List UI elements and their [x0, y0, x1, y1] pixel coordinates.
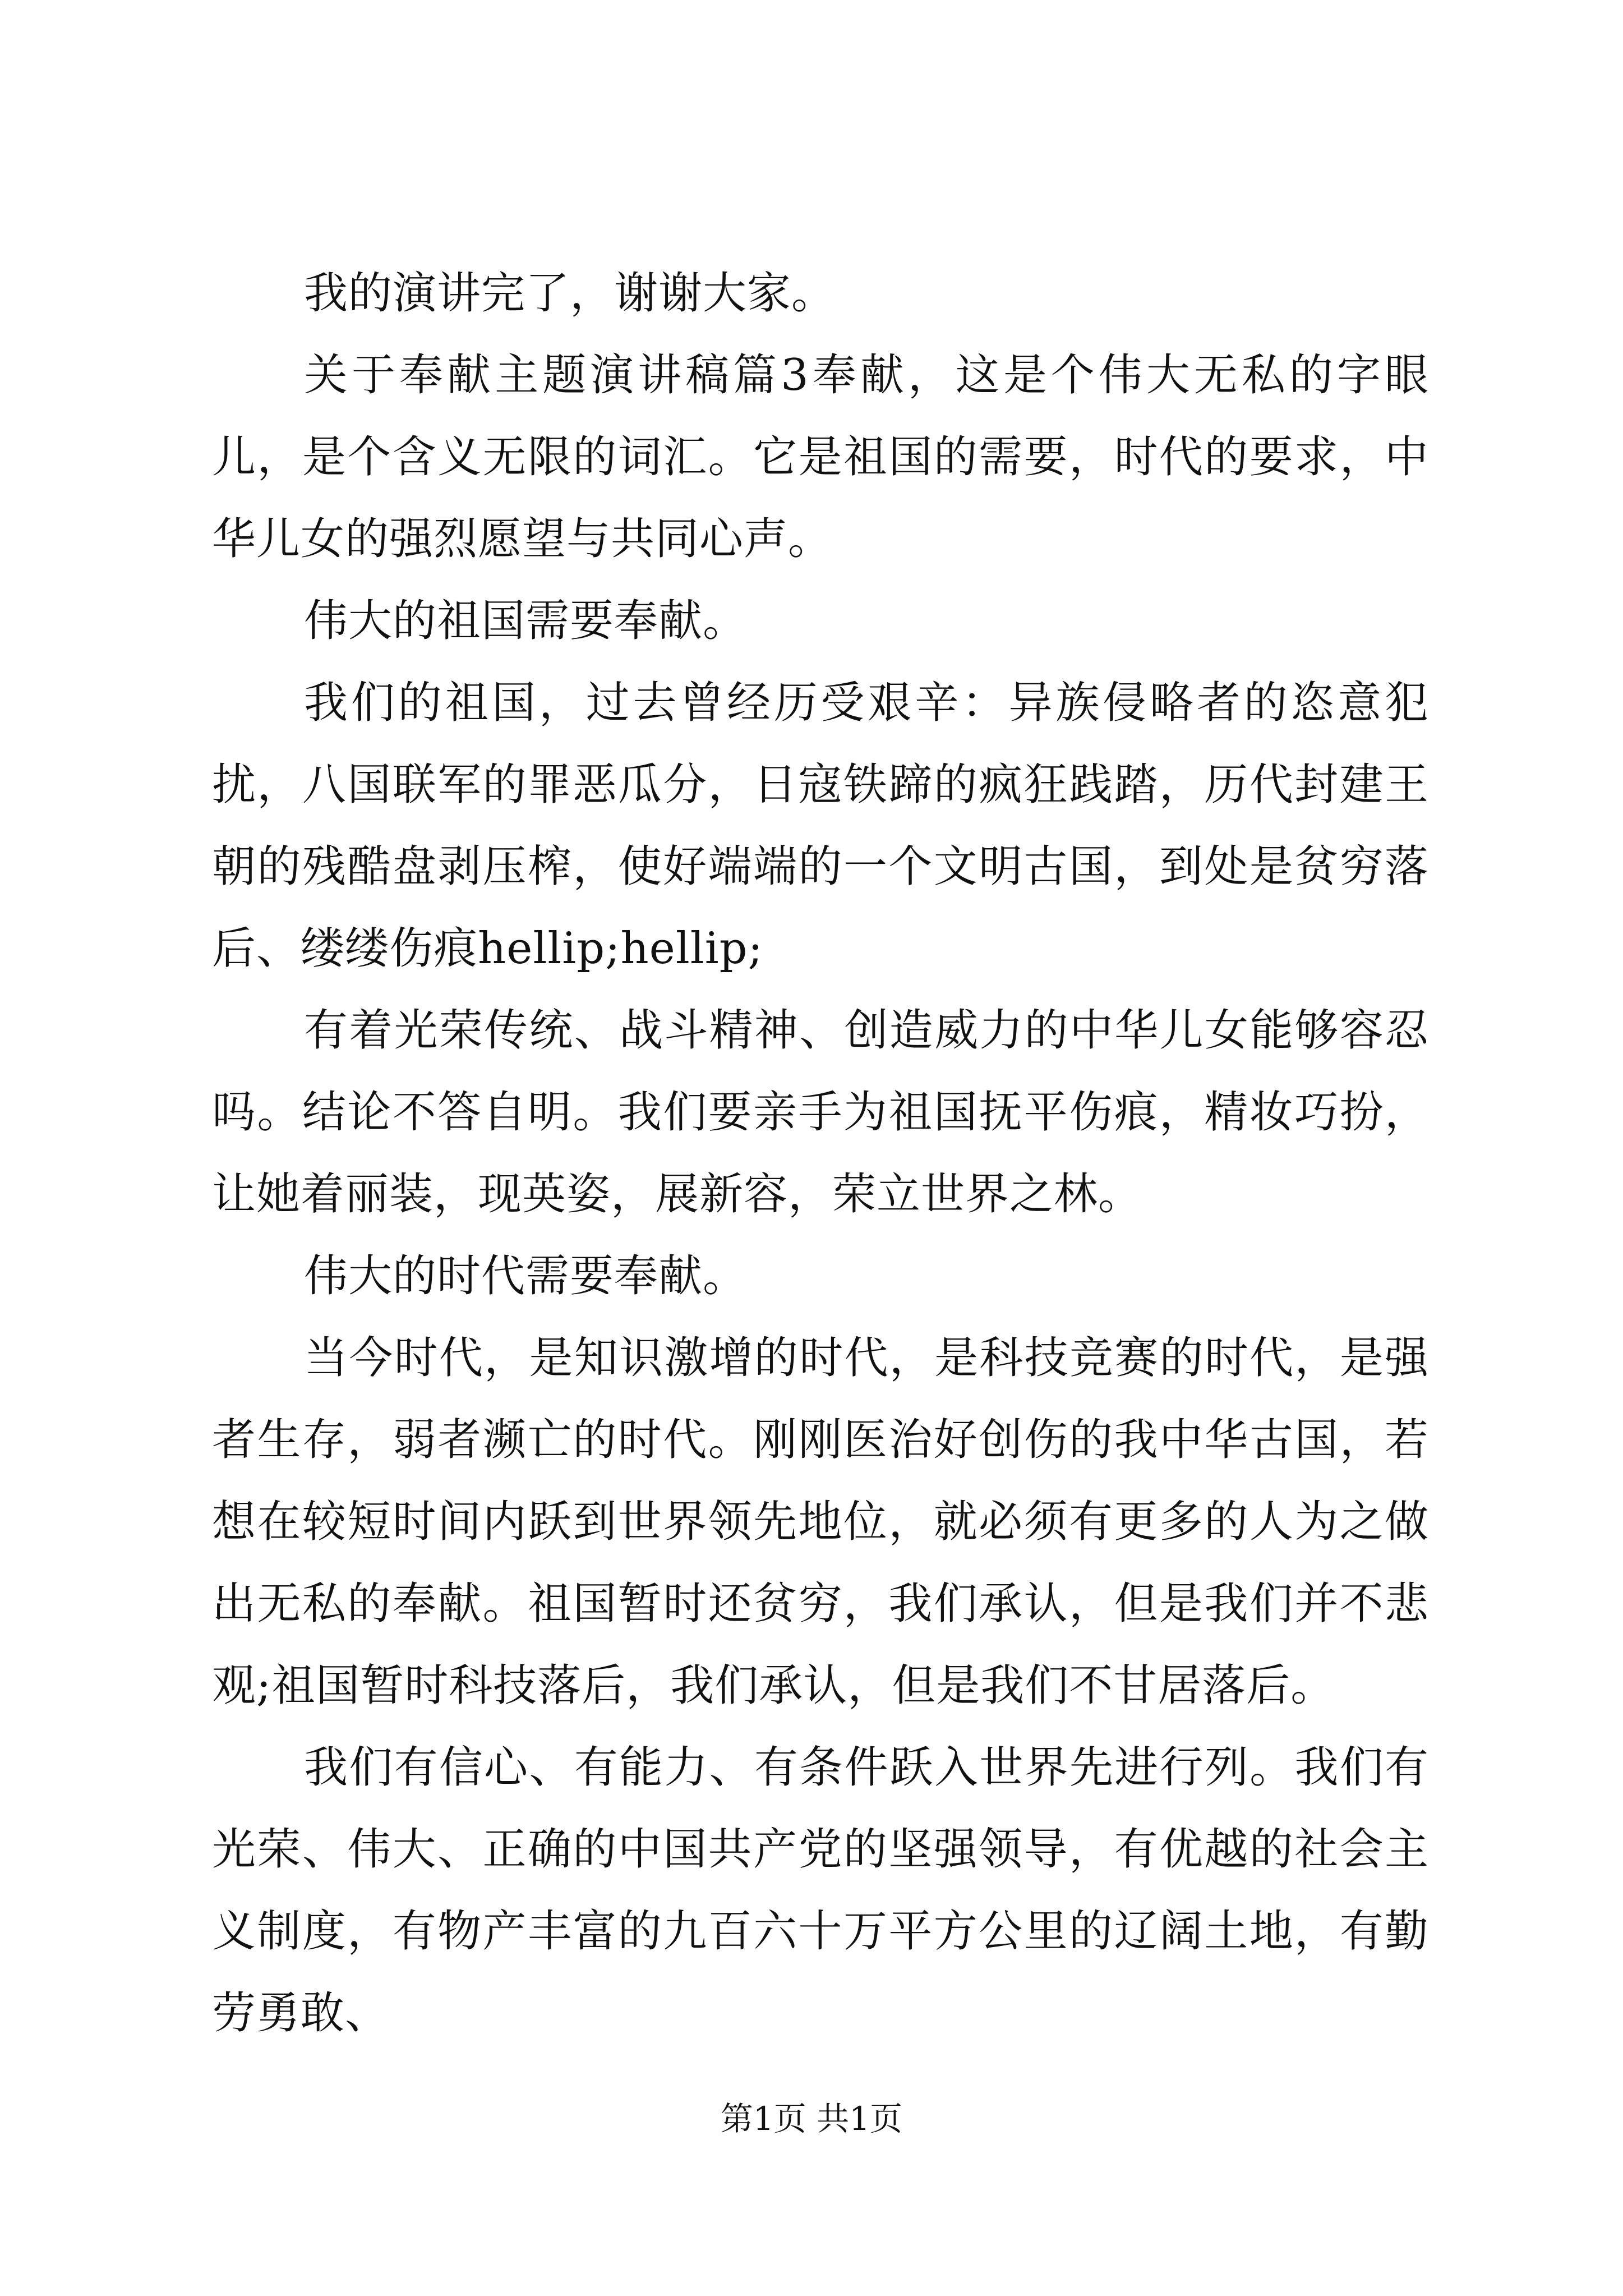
- paragraph: 伟大的祖国需要奉献。: [304, 596, 748, 646]
- paragraph: 有着光荣传统、战斗精神、创造威力的中华儿女能够容忍吗。结论不答自明。我们要亲手为祖国抚平伤痕，精妆巧扮，让她着丽装，现英姿，展新容，荣立世界之林。: [212, 1005, 1429, 1220]
- paragraph: 伟大的时代需要奉献。: [304, 1251, 748, 1301]
- paragraph: 我们有信心、有能力、有条件跃入世界先进行列。我们有光荣、伟大、正确的中国共产党的坚强领导，有优越的社会主义制度，有物产丰富的九百六十万平方公里的辽阔土地，有勤劳勇敢、: [212, 1742, 1429, 2039]
- paragraph: 关于奉献主题演讲稿篇3奉献，这是个伟大无私的字眼儿，是个含义无限的词汇。它是祖国的需要，时代的要求，中华儿女的强烈愿望与共同心声。: [212, 350, 1429, 564]
- page-footer: 第1页 共1页: [720, 2100, 903, 2138]
- document-body: [212, 252, 1429, 2054]
- paragraph: 当今时代，是知识激增的时代，是科技竞赛的时代，是强者生存，弱者濒亡的时代。刚刚医治好创伤的我中华古国，若想在较短时间内跃到世界领先地位，就必须有更多的人为之做出无私的奉献。祖国暂时还贫穷，我们承认，但是我们并不悲观;祖国暂时科技落后，我们承认，但是我们不甘居落后。: [212, 1333, 1429, 1711]
- paragraph: 我们的祖国，过去曾经历受艰辛：异族侵略者的恣意犯扰，八国联军的罪恶瓜分，日寇铁蹄的疯狂践踏，历代封建王朝的残酷盘剥压榨，使好端端的一个文明古国，到处是贫穷落后、缕缕伤痕hellip;hellip;: [212, 678, 1429, 974]
- paragraph: 我的演讲完了，谢谢大家。: [304, 268, 836, 319]
